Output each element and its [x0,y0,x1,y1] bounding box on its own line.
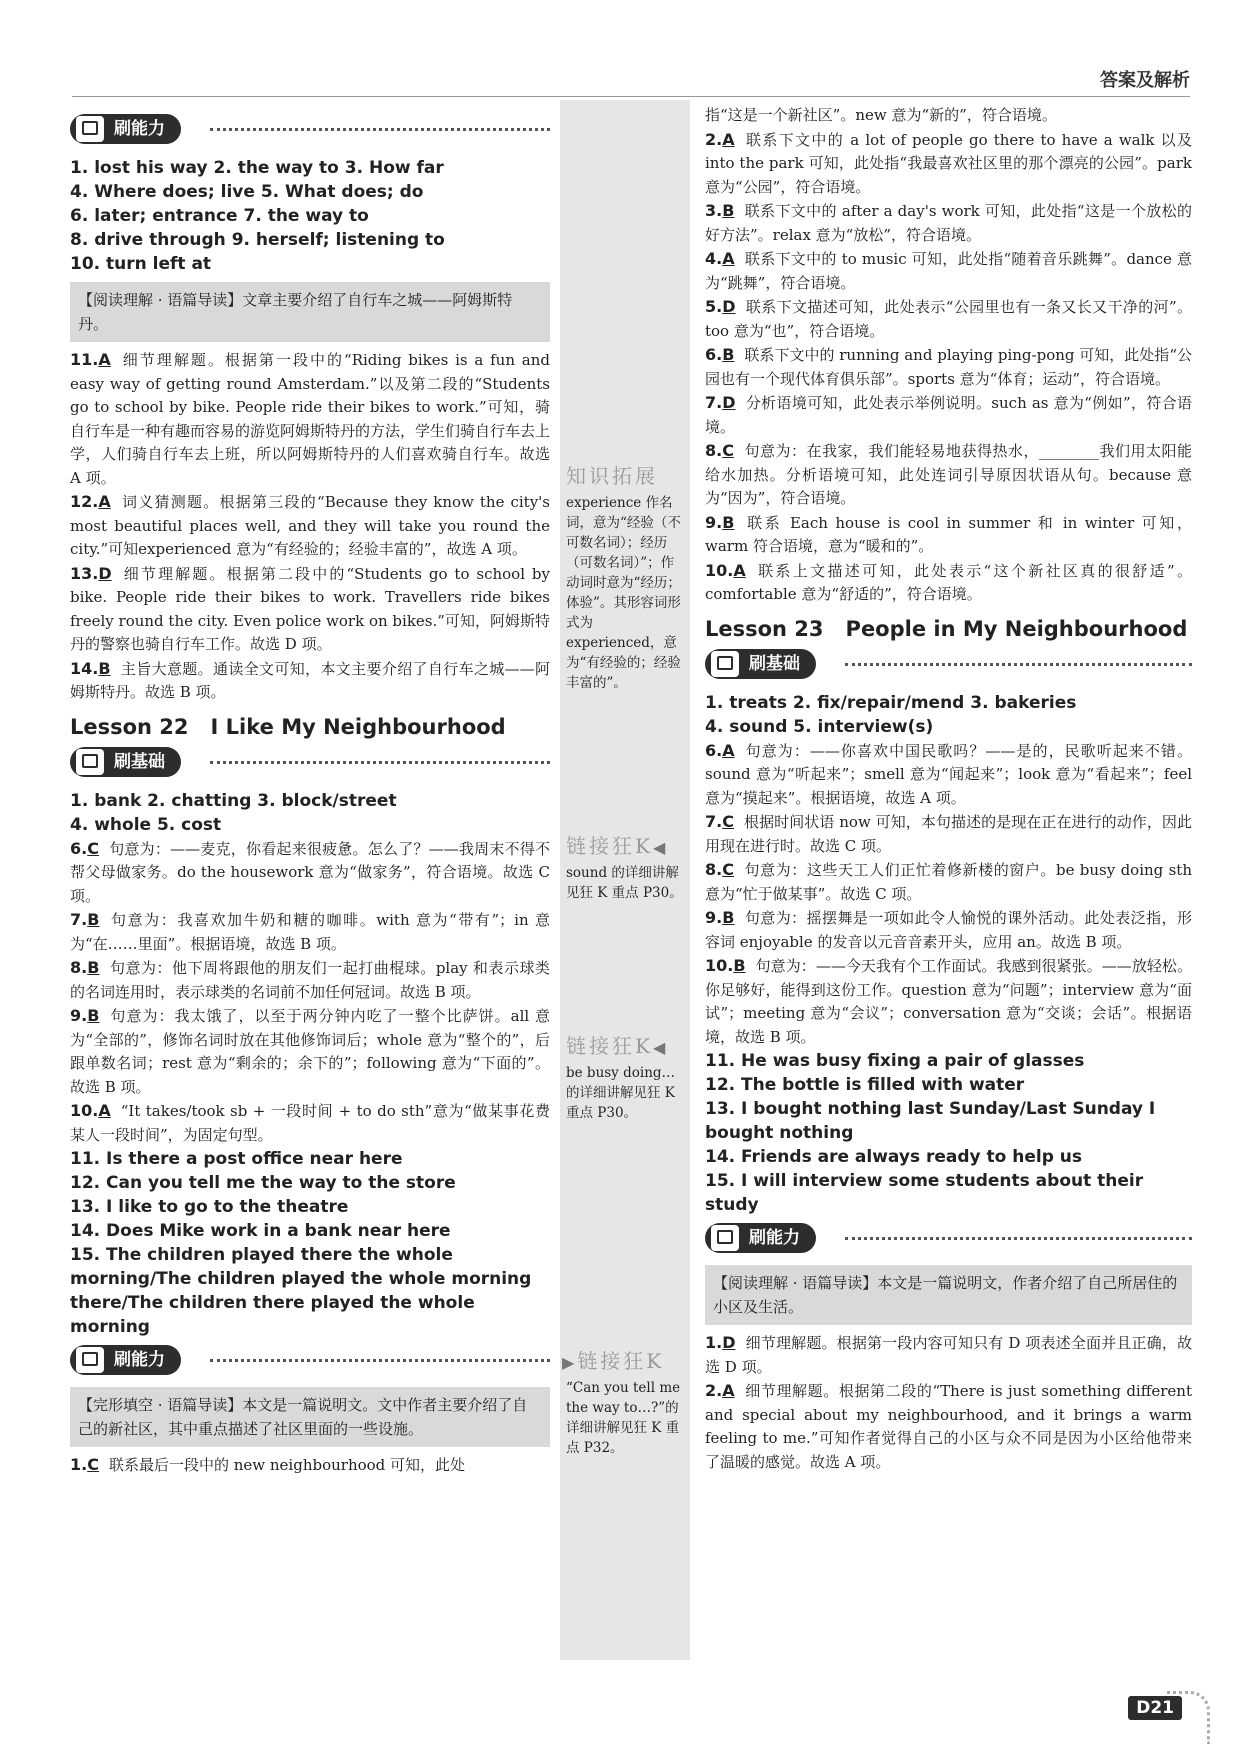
question-explanation: 句意为：——今天我有个工作面试。我感到很紧张。——放轻松。你足够好，能得到这份工作。question 意为“问题”；interview 意为“面试”；meeting 意为“会议”；conversation 意为“交谈；会话”。根据语境，故选 B 项。 [705,957,1192,1046]
question-explanation: 句意为：在我家，我们能轻易地获得热水，________我们用太阳能给水加热。分析语境可知，此处连词引导原因状语从句。because 意为“因为”，符合语境。 [705,442,1192,507]
arrow-left-icon: ◀ [652,838,669,857]
question-item [70,1099,550,1147]
section-pill [705,649,816,679]
question-item [70,562,550,657]
section-header [705,1223,1192,1257]
question-number: 8. [70,958,88,977]
left-column [70,108,550,1478]
side-note-text: be busy doing…的详细讲解见狂 K 重点 P30。 [566,1065,676,1121]
answer-line: 4. whole 5. cost [70,814,222,835]
question-number: 9. [70,1006,88,1025]
answer-line: 8. drive through 9. herself; listening to [70,230,445,250]
section-pill [70,114,181,144]
answer-line: 1. treats 2. fix/repair/mend 3. bakeries [705,692,1077,713]
question-number: 7. [70,910,88,929]
question-number: 9. [705,908,723,927]
question-explanation: 联系上文描述可知，此处表示“这个新社区真的很舒适”。comfortable 意为“舒适的”，符合语境。 [705,561,1192,603]
question-item [705,511,1192,559]
question-explanation: 句意为：我喜欢加牛奶和糖的咖啡。with 意为“带有”；in 意为“在……里面”。根据语境，故选 B 项。 [70,911,550,953]
question-number: 3. [705,201,723,220]
question-explanation: 联系下文描述可知，此处表示“公园里也有一条又长又干净的河”。too 意为“也”，符合语境。 [705,298,1192,340]
question-explanation: 句意为：摇摆舞是一项如此令人愉悦的课外活动。此处表泛指，形容词 enjoyable 的发音以元音音素开头，应用 an。故选 B 项。 [705,909,1192,951]
answer-line: 4. sound 5. interview(s) [705,716,934,737]
section-title: 刷能力 [114,119,165,139]
question-answer: B [87,1006,100,1025]
sentence-answer: 13. I bought nothing last Sunday/Last Sunday I bought nothing [705,1099,1156,1143]
question-number: 10. [705,956,734,975]
question-explanation: 细节理解题。根据第一段内容可知只有 D 项表述全面并且正确，故选 D 项。 [705,1334,1192,1376]
side-note [560,1345,690,1462]
lesson-title: People in My Neighbourhood [845,616,1188,641]
corner-decoration [1167,1691,1210,1744]
answer-line: 1. bank 2. chatting 3. block/street [70,790,397,811]
side-note-title [560,830,690,859]
question-explanation: 联系下文中的 to music 可知，此处指“随着音乐跳舞”。dance 意为“跳舞”，符合语境。 [705,250,1192,292]
question-item [705,199,1192,247]
section-pill [705,1223,816,1253]
question-explanation: 句意为：我太饿了，以至于两分钟内吃了一整个比萨饼。all 意为“全部的”，修饰名词时放在其他修饰词后；whole 意为“整个的”，后跟单数名词；rest 意为“剩余的；余下的”；following 意为“下面的”。故选 B 项。 [70,1007,550,1096]
arrow-left-icon: ◀ [652,1038,669,1057]
question-number: 1. [705,1333,723,1352]
question-item [705,1379,1192,1474]
question-explanation: 细节理解题。根据第一段中的“Riding bikes is a fun and easy way of getting round Amsterdam.”以及第二段的“Students go to school by bike. People ride their bikes to work.”可知，骑自行车是一种有趣而容易的游览阿姆斯特丹的方法，学生们骑自行车去上学，人们骑自行车去上班，所以阿姆斯特丹的人们喜欢骑自行车。故选 A 项。 [70,351,551,487]
question-answer: D [722,297,736,316]
question-number: 14. [70,658,99,678]
question-answer: A [722,129,735,149]
question-explanation: 细节理解题。根据第二段中的“Students go to school by bike. People ride their bikes to work. Travellers ride bikes freely round the city. Even police work on bikes.”可知，阿姆斯特丹的警察也骑自行车工作。故选 D 项。 [70,564,550,653]
book-icon [76,749,104,775]
lesson-title: I Like My Neighbourhood [210,714,506,739]
dotted-divider [210,128,550,131]
question-answer: A [722,1381,735,1400]
dotted-divider [845,1237,1192,1240]
question-item [705,954,1192,1049]
sentence-answer: 13. I like to go to the theatre [70,1197,349,1217]
side-note [560,830,690,907]
side-note [560,460,690,697]
question-answer: A [98,492,111,511]
question-number: 2. [705,1381,723,1400]
question-item [70,837,550,909]
side-notes-column [560,100,690,1660]
right-column [705,104,1192,1474]
question-item [705,247,1192,295]
section-title: 刷基础 [749,653,800,674]
question-answer: B [87,958,100,977]
lesson-heading [70,713,550,741]
answer-line: 4. Where does; live 5. What does; do [70,182,424,202]
question-item [70,657,550,705]
section-header [70,747,550,781]
book-icon [711,1225,739,1251]
side-note-title-text: 链接狂K [566,1034,653,1058]
book-icon [76,1347,104,1373]
question-answer: A [733,560,746,580]
question-item [705,1331,1192,1379]
question-answer: B [722,908,735,927]
header-rule [72,96,1190,97]
answer-line: 6. later; entrance 7. the way to [70,206,369,226]
question-explanation: 联系下文中的 a lot of people go there to have a walk 以及 into the park 可知，此处指“我最喜欢社区里的那个漂亮的公园”。park 意为“公园”，符合语境。 [705,130,1192,196]
sentence-answer: 11. He was busy fixing a pair of glasses [705,1051,1085,1071]
side-note-title-text: 链接狂K [566,834,653,858]
question-explanation: 句意为：这些天工人们正忙着修新楼的窗户。be busy doing sth 意为“忙于做某事”。故选 C 项。 [705,861,1192,903]
question-item [705,128,1192,200]
section-header [70,1345,550,1379]
question-number: 6. [705,345,723,364]
side-note-text: sound 的详细讲解见狂 K 重点 P30。 [566,865,683,901]
question-number: 12. [70,492,99,511]
question-answer: A [98,350,111,369]
page-header-title: 答案及解析 [1100,70,1190,91]
side-note-text: experience 作名词，意为“经验（不可数名词）；经历（可数名词）”；作动词时意为“经历；体验”。其形容词形式为 experienced，意为“有经验的；经验丰富的”。 [566,495,681,691]
question-item [705,906,1192,954]
sentence-answer: 14. Friends are always ready to help us [705,1147,1083,1167]
question-answer: B [722,512,735,532]
section-pill [70,747,181,777]
lesson-number: Lesson 23 [705,616,824,641]
question-explanation: 分析语境可知，此处表示举例说明。such as 意为“例如”，符合语境。 [705,394,1192,436]
question-answer: B [733,956,746,975]
question-number: 9. [705,512,723,532]
dotted-divider [845,663,1192,666]
sentence-answer: 12. Can you tell me the way to the store [70,1173,456,1193]
sentence-answer: 11. Is there a post office near here [70,1149,403,1169]
question-answer: C [87,838,99,858]
question-item [705,739,1192,811]
question-answer: B [87,910,100,929]
question-explanation: 句意为：——麦克，你看起来很疲惫。怎么了？——我周末不得不帮父母做家务。do the housework 意为“做家务”，符合语境。故选 C 项。 [70,839,550,905]
dotted-divider [210,1359,550,1362]
question-answer: C [722,860,734,879]
question-number: 11. [70,350,99,369]
question-number: 1. [70,1455,88,1474]
answer-line: 10. turn left at [70,254,212,274]
reading-guide-box: 【阅读理解 · 语篇导读】本文是一篇说明文，作者介绍了自己所居住的小区及生活。 [705,1265,1192,1325]
answer-line: 1. lost his way 2. the way to 3. How far [70,158,444,178]
question-answer: C [722,441,734,460]
question-item [705,439,1192,511]
question-answer: C [87,1455,99,1474]
question-item [70,908,550,956]
question-number: 6. [705,740,723,760]
question-answer: D [722,393,736,412]
question-answer: B [722,345,735,364]
section-header [705,649,1192,683]
question-number: 7. [705,393,723,412]
section-title: 刷能力 [749,1228,800,1248]
question-number: 7. [705,812,723,831]
side-note [560,1030,690,1127]
question-item [70,348,550,490]
side-note-text: “Can you tell me the way to…?”的详细讲解见狂 K 重点 P32。 [566,1380,681,1456]
question-explanation: 联系 Each house is cool in summer 和 in winter 可知，warm 符合语境，意为“暖和的”。 [705,513,1192,555]
sentence-answer: 15. I will interview some students about their study [705,1171,1144,1215]
continued-text: 指“这是一个新社区”。new 意为“新的”，符合语境。 [705,106,1057,124]
sentence-answer: 12. The bottle is filled with water [705,1075,1025,1095]
question-explanation: 句意为：他下周将跟他的朋友们一起打曲棍球。play 和表示球类的名词连用时，表示球类的名词前不加任何冠词。故选 B 项。 [70,959,550,1001]
question-number: 10. [70,1101,99,1120]
arrow-right-icon: ▶ [562,1353,578,1372]
question-answer: C [722,812,734,831]
cloze-guide-box: 【完形填空 · 语篇导读】本文是一篇说明文。文中作者主要介绍了自己的新社区，其中重点描述了社区里面的一些设施。 [70,1387,550,1447]
sentence-answer: 15. The children played there the whole morning/The children played the whole morning there/The children there played the whole morning [70,1245,532,1337]
question-explanation: 联系最后一段中的 new neighbourhood 可知，此处 [108,1456,466,1474]
question-number: 5. [705,297,723,316]
question-explanation: 联系下文中的 running and playing ping-pong 可知，此处指“公园也有一个现代体育俱乐部”。sports 意为“体育；运动”，符合语境。 [705,346,1192,388]
side-note-title-text: 链接狂K [577,1349,665,1373]
question-explanation: 细节理解题。根据第二段的“There is just something different and special about my neighbourhood, and it brings a warm feeling to me.”可知作者觉得自己的小区与众不同是因为小区给他带来了温暖的感觉。故选 A 项。 [705,1382,1192,1471]
question-explanation: 句意为：——你喜欢中国民歌吗？——是的，民歌听起来不错。sound 意为“听起来”；smell 意为“闻起来”；look 意为“看起来”；feel 意为“摸起来”。根据语境，故选 A 项。 [705,741,1192,807]
book-icon [711,651,739,677]
book-icon [76,116,104,142]
sentence-answer: 14. Does Mike work in a bank near here [70,1221,451,1241]
question-item [705,810,1192,858]
side-note-title [560,1345,690,1374]
question-item [70,956,550,1004]
question-item [705,391,1192,439]
question-number: 6. [70,838,88,858]
question-number: 8. [705,441,723,460]
dotted-divider [210,761,550,764]
question-answer: A [722,740,735,760]
question-item [70,490,550,562]
question-number: 10. [705,560,734,580]
question-explanation: “It takes/took sb + 一段时间 + to do sth”意为“做某事花费某人一段时间”，为固定句型。 [70,1102,550,1144]
section-pill [70,1345,181,1375]
question-item [705,559,1192,607]
question-item [705,858,1192,906]
question-number: 4. [705,249,723,268]
section-header [70,114,550,148]
question-answer: A [722,249,735,268]
question-answer: D [98,563,112,583]
question-number: 13. [70,563,99,583]
question-answer: A [98,1101,111,1120]
side-note-title: 知识拓展 [566,464,658,488]
question-number: 8. [705,860,723,879]
section-title: 刷能力 [114,1350,165,1370]
question-answer: D [722,1333,736,1352]
question-item [70,1453,550,1478]
question-item [705,343,1192,391]
page-number: D21 [1128,1696,1182,1720]
question-explanation: 词义猜测题。根据第三段的“Because they know the city's most beautiful places well, and they will take you round the city.”可知experienced 意为“有经验的；经验丰富的”，故选 A 项。 [70,493,550,558]
question-number: 2. [705,129,723,149]
section-title: 刷基础 [114,751,165,772]
question-answer: B [98,658,111,678]
question-explanation: 根据时间状语 now 可知，本句描述的是现在正在进行的动作，因此用现在进行时。故选 C 项。 [705,813,1192,855]
reading-guide-box: 【阅读理解 · 语篇导读】文章主要介绍了自行车之城——阿姆斯特丹。 [70,282,550,342]
question-item [705,295,1192,343]
question-explanation: 联系下文中的 after a day's work 可知，此处指“这是一个放松的好方法”。relax 意为“放松”，符合语境。 [705,202,1192,244]
lesson-heading [705,615,1192,643]
question-answer: B [722,201,735,220]
question-explanation: 主旨大意题。通读全文可知，本文主要介绍了自行车之城——阿姆斯特丹。故选 B 项。 [70,659,550,701]
side-note-title [560,1030,690,1059]
lesson-number: Lesson 22 [70,714,189,739]
question-item [70,1004,550,1099]
